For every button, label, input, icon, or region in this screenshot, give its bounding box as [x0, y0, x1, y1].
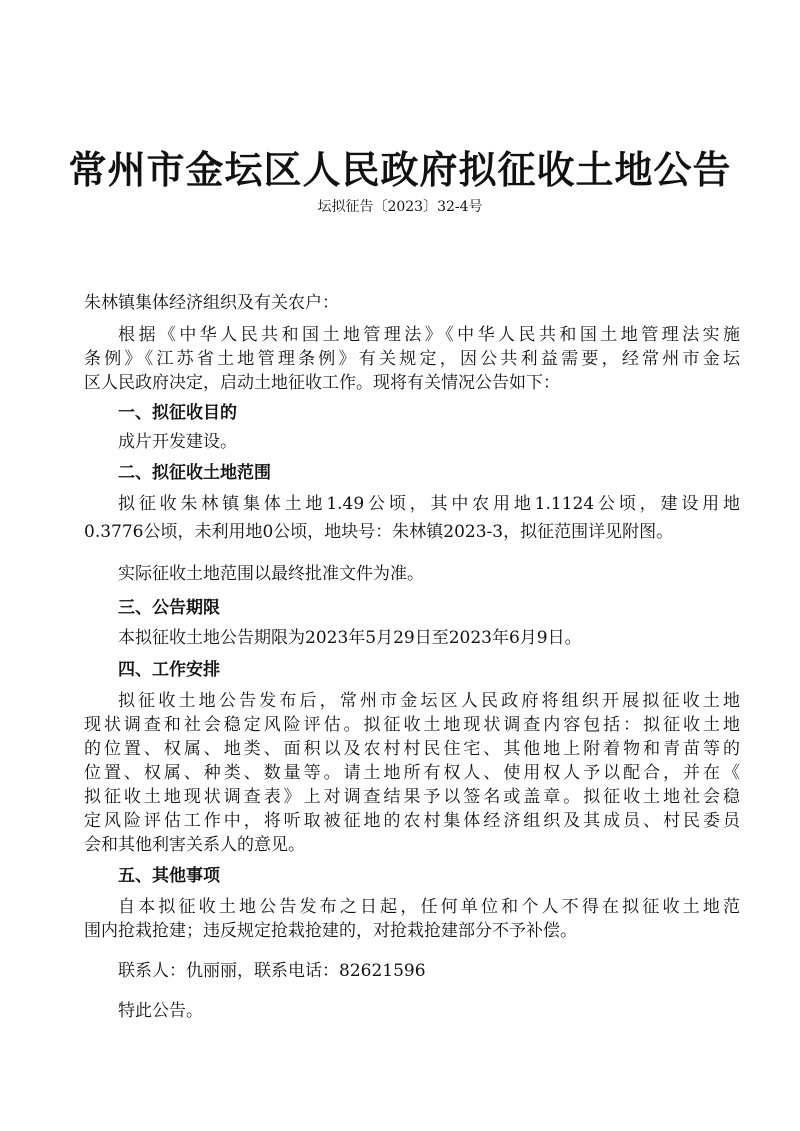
- section-5-line-1: 自本拟征收土地公告发布之日起，任何单位和个人不得在拟征收土地范: [118, 897, 740, 917]
- addressee: 朱林镇集体经济组织及有关农户：: [84, 293, 339, 313]
- intro-line-2: 条例》《江苏省土地管理条例》有关规定，因公共利益需要，经常州市金坛: [84, 349, 740, 369]
- section-2-line-3: 实际征收土地范围以最终批准文件为准。: [118, 564, 424, 584]
- section-2-line-2: 0.3776公顷，未利用地0公顷，地块号：朱林镇2023-3，拟征范围详见附图。: [84, 522, 674, 542]
- section-4-line-1: 拟征收土地公告发布后，常州市金坛区人民政府将组织开展拟征收土地: [118, 691, 740, 711]
- section-4-line-7: 会和其他利害关系人的意见。: [84, 835, 305, 855]
- section-4-heading: 四、工作安排: [118, 660, 220, 680]
- section-2-heading: 二、拟征收土地范围: [118, 463, 271, 483]
- section-4-line-4: 位置、权属、种类、数量等。请土地所有权人、使用权人予以配合，并在《: [84, 763, 740, 783]
- page-title: 常州市金坛区人民政府拟征收土地公告: [68, 147, 732, 192]
- document-number: 坛拟征告〔2023〕32-4号: [317, 199, 483, 215]
- section-4-line-2: 现状调查和社会稳定风险评估。拟征收土地现状调查内容包括：拟征收土地: [84, 715, 740, 735]
- section-4-line-5: 拟征收土地现状调查表》上对调查结果予以签名或盖章。拟征收土地社会稳: [84, 787, 740, 807]
- section-3-heading: 三、公告期限: [118, 598, 220, 618]
- intro-line-3: 区人民政府决定，启动土地征收工作。现将有关情况公告如下：: [84, 373, 560, 393]
- section-1-heading: 一、拟征收目的: [118, 403, 237, 423]
- closing-text: 特此公告。: [118, 1001, 203, 1021]
- section-4-line-6: 定风险评估工作中，将听取被征地的农村集体经济组织及其成员、村民委员: [84, 811, 740, 831]
- section-4-line-3: 的位置、权属、地类、面积以及农村村民住宅、其他地上附着物和青苗等的: [84, 739, 740, 759]
- intro-line-1: 根据《中华人民共和国土地管理法》《中华人民共和国土地管理法实施: [118, 325, 740, 345]
- section-1-text: 成片开发建设。: [118, 432, 237, 452]
- section-5-line-2: 围内抢栽抢建；违反规定抢栽抢建的，对抢栽抢建部分不予补偿。: [84, 921, 577, 941]
- contact-info: 联系人：仇丽丽，联系电话：82621596: [118, 961, 426, 981]
- section-2-line-1: 拟征收朱林镇集体土地1.49公顷，其中农用地1.1124公顷，建设用地: [118, 494, 740, 514]
- section-3-text: 本拟征收土地公告期限为2023年5月29日至2023年6月9日。: [118, 628, 582, 648]
- section-5-heading: 五、其他事项: [118, 866, 220, 886]
